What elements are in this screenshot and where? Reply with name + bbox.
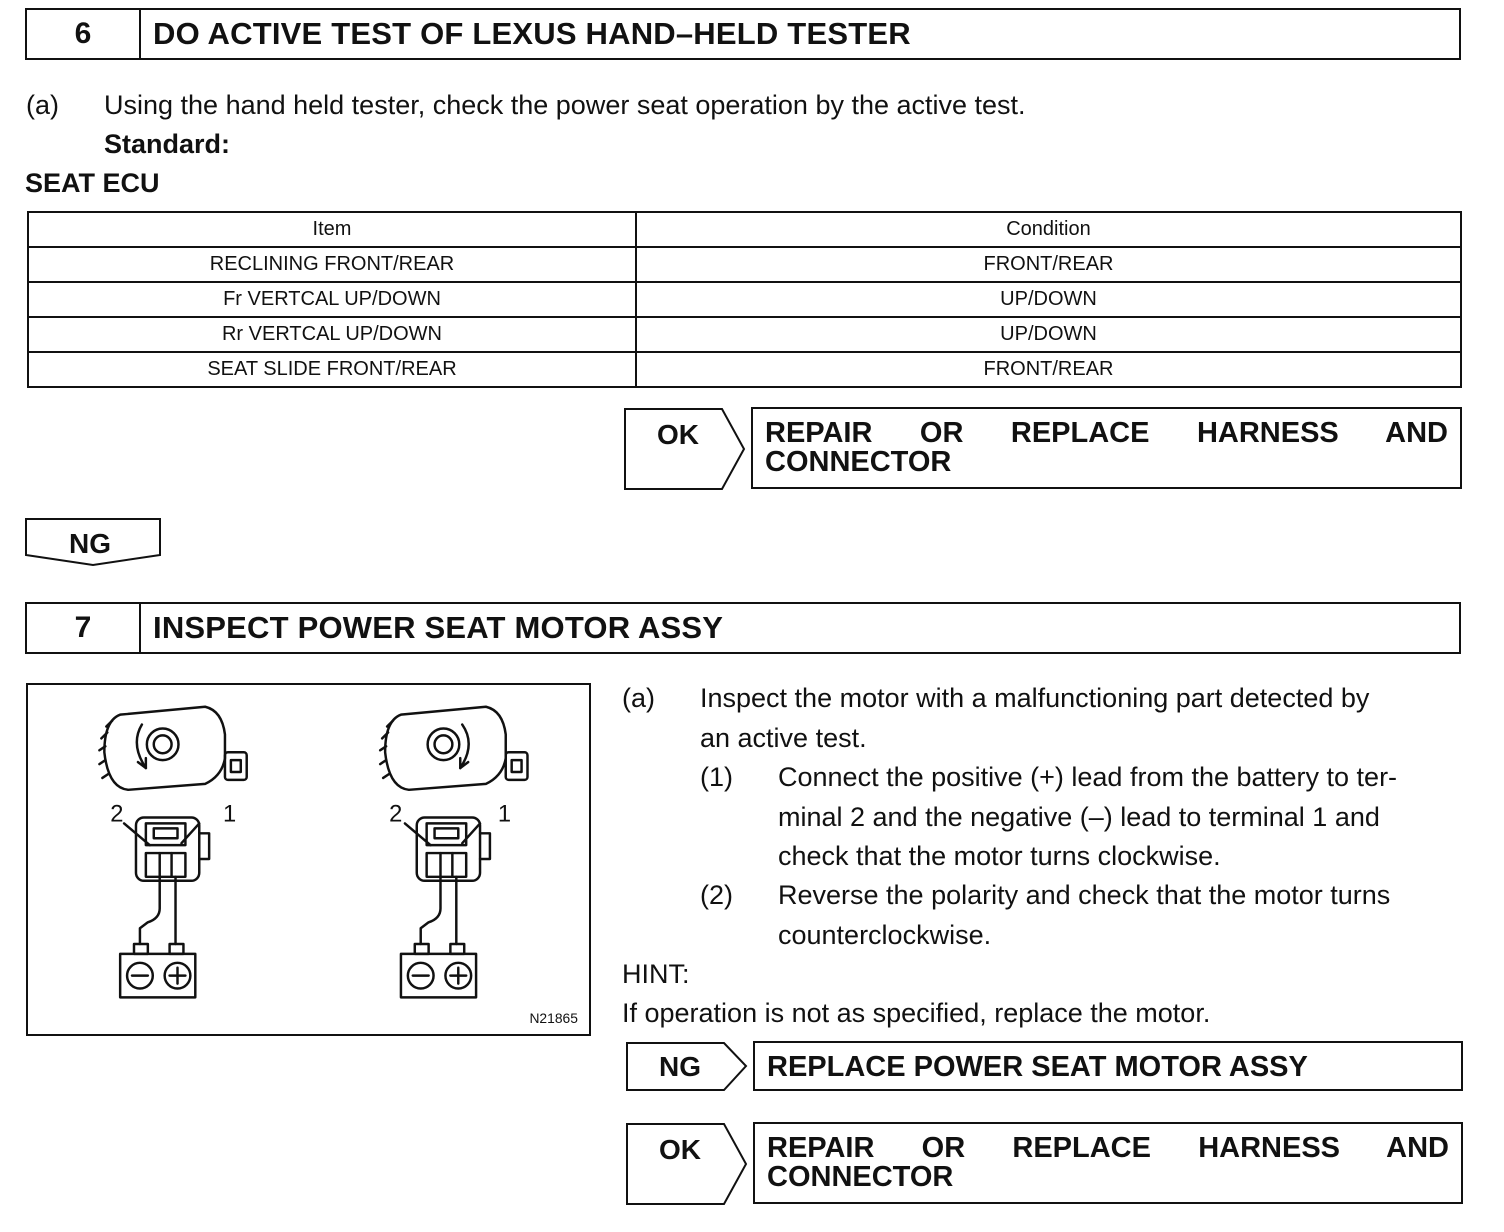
sub2-marker: (2) bbox=[700, 880, 733, 910]
table-cell: SEAT SLIDE FRONT/REAR bbox=[28, 352, 636, 387]
step6-ng-pointer bbox=[24, 517, 164, 569]
terminal-1-label: 1 bbox=[497, 801, 512, 828]
step7-ng-label: NG bbox=[659, 1051, 701, 1082]
motor-left-icon bbox=[99, 707, 246, 998]
step6-ok-pointer bbox=[622, 406, 748, 492]
step7-a-line2: an active test. bbox=[700, 723, 867, 753]
table-header-row bbox=[28, 212, 1461, 247]
step6-number: 6 bbox=[27, 10, 141, 58]
motor-diagram bbox=[26, 683, 591, 1036]
table-cell: Rr VERTCAL UP/DOWN bbox=[28, 317, 636, 352]
table-header-condition: Condition bbox=[636, 212, 1461, 247]
step6-ok-result-line1: REPAIR OR REPLACE HARNESS AND bbox=[765, 417, 1448, 449]
terminal-2-label: 2 bbox=[110, 801, 124, 828]
step7-ok-label: OK bbox=[659, 1134, 701, 1165]
step6-ok-label: OK bbox=[657, 419, 699, 450]
table-header-item: Item bbox=[28, 212, 636, 247]
step7-ng-pointer bbox=[624, 1040, 750, 1094]
table-cell: FRONT/REAR bbox=[636, 352, 1461, 387]
step7-ng-result-text: REPLACE POWER SEAT MOTOR ASSY bbox=[767, 1051, 1308, 1083]
step7-ok-result bbox=[753, 1122, 1463, 1204]
step7-ok-result-line2: CONNECTOR bbox=[767, 1161, 954, 1193]
sub2-line2: counterclockwise. bbox=[778, 920, 992, 950]
sub1-line2: minal 2 and the negative (–) lead to terminal 1 and bbox=[778, 802, 1380, 832]
sub1-marker: (1) bbox=[700, 762, 733, 792]
step6-a-marker: (a) bbox=[26, 90, 59, 120]
hint-label: HINT: bbox=[622, 959, 690, 989]
figure-code: N21865 bbox=[529, 1010, 578, 1027]
step7-ok-pointer bbox=[624, 1121, 750, 1207]
table-cell: Fr VERTCAL UP/DOWN bbox=[28, 282, 636, 317]
step6-title: DO ACTIVE TEST OF LEXUS HAND–HELD TESTER bbox=[153, 16, 911, 51]
terminal-2-label: 2 bbox=[389, 801, 403, 828]
step6-header bbox=[25, 8, 1461, 60]
step7-a-line1: Inspect the motor with a malfunctioning part detected by bbox=[700, 683, 1370, 713]
step6-ng-label: NG bbox=[69, 528, 111, 559]
step7-number: 7 bbox=[27, 604, 141, 652]
step7-a-marker: (a) bbox=[622, 683, 655, 713]
step7-header bbox=[25, 602, 1461, 654]
table-cell: FRONT/REAR bbox=[636, 247, 1461, 282]
table-cell: RECLINING FRONT/REAR bbox=[28, 247, 636, 282]
step6-ok-result-line2: CONNECTOR bbox=[765, 446, 952, 478]
sub1-line3: check that the motor turns clockwise. bbox=[778, 841, 1221, 871]
step7-ng-result bbox=[753, 1041, 1463, 1091]
sub2-line1: Reverse the polarity and check that the motor turns bbox=[778, 880, 1391, 910]
step6-a-text: Using the hand held tester, check the power seat operation by the active test. bbox=[104, 90, 1026, 120]
hint-text: If operation is not as specified, replace the motor. bbox=[622, 998, 1211, 1028]
sub1-line1: Connect the positive (+) lead from the battery to ter- bbox=[778, 762, 1398, 792]
standard-table bbox=[27, 211, 1462, 388]
step6-ok-result bbox=[751, 407, 1462, 489]
standard-label: Standard: bbox=[104, 129, 231, 159]
table-row bbox=[28, 317, 1461, 352]
table-row bbox=[28, 352, 1461, 387]
motor-right-icon bbox=[380, 707, 527, 998]
table-caption: SEAT ECU bbox=[25, 168, 160, 198]
step7-title: INSPECT POWER SEAT MOTOR ASSY bbox=[153, 610, 724, 645]
step7-ok-result-line1: REPAIR OR REPLACE HARNESS AND bbox=[767, 1132, 1449, 1164]
table-row bbox=[28, 282, 1461, 317]
table-row bbox=[28, 247, 1461, 282]
table-cell: UP/DOWN bbox=[636, 317, 1461, 352]
terminal-1-label: 1 bbox=[222, 801, 237, 828]
table-cell: UP/DOWN bbox=[636, 282, 1461, 317]
